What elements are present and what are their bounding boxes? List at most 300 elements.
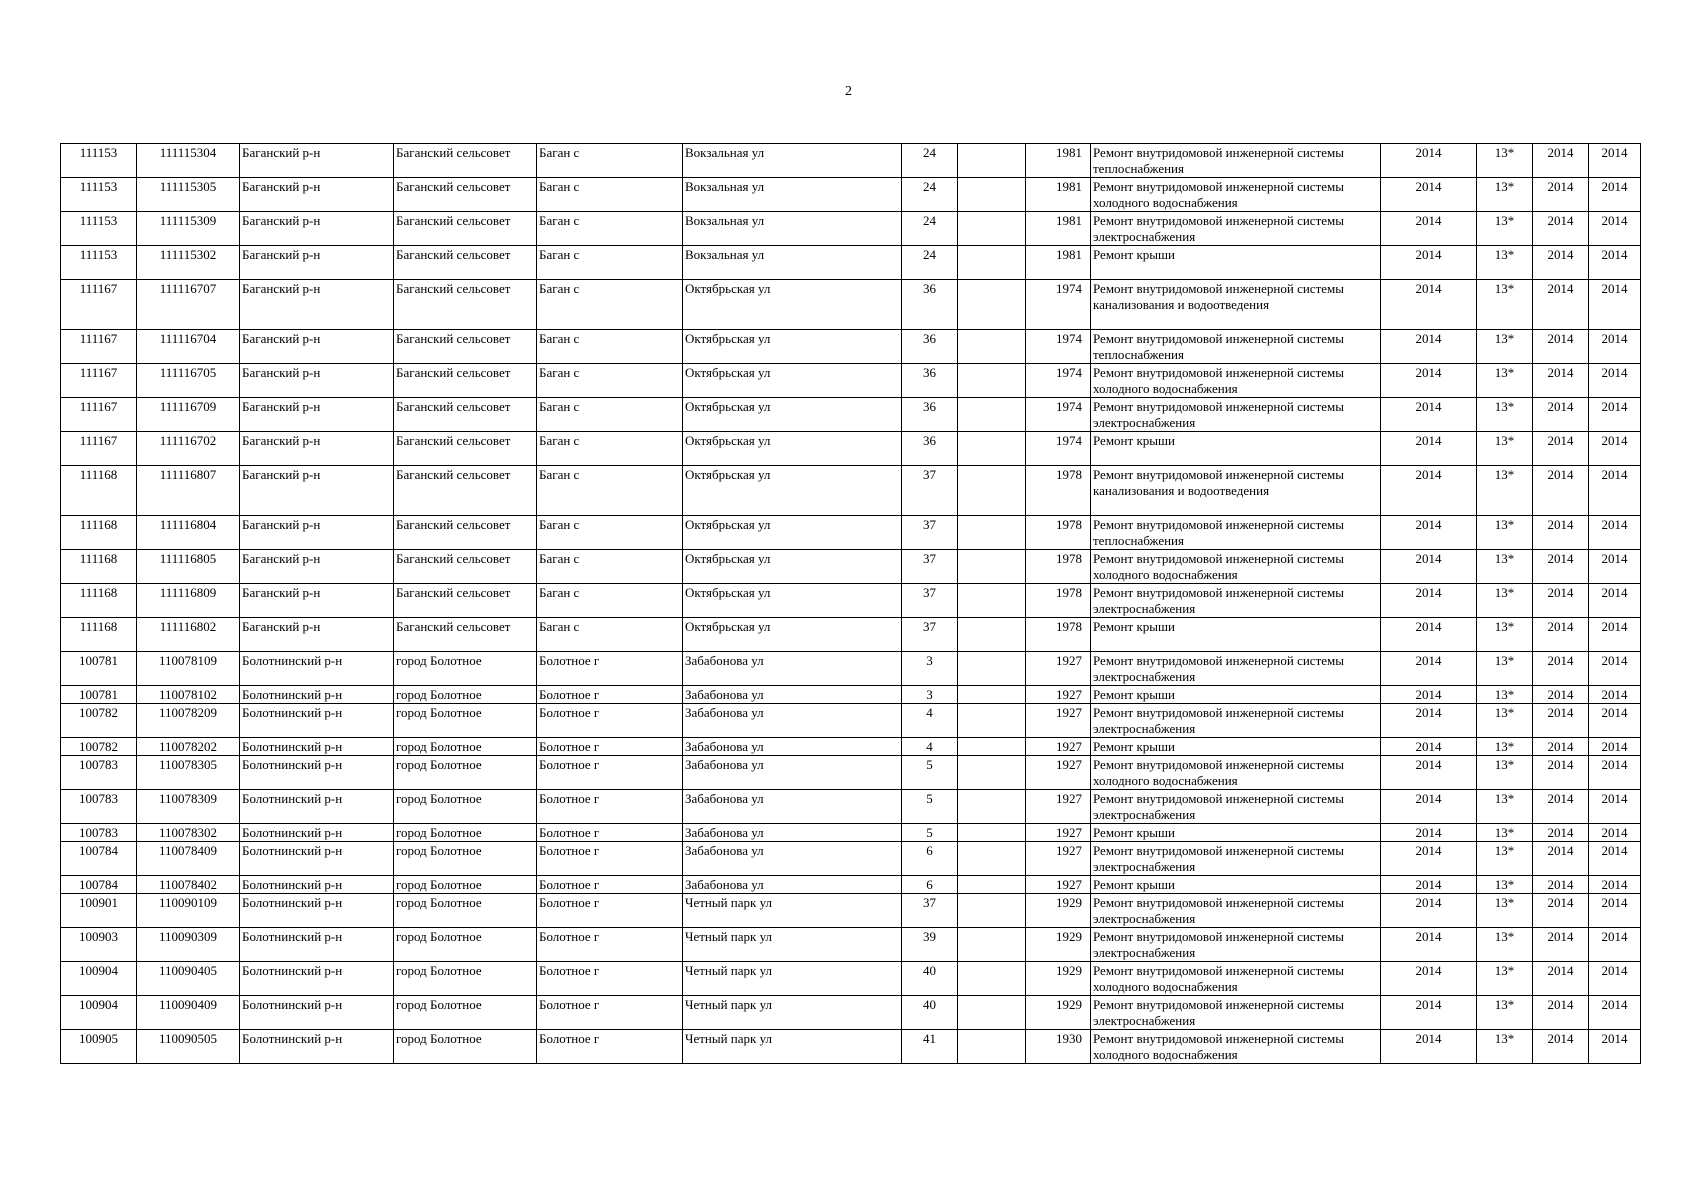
- work-type-cell: Ремонт внутридомовой инженерной системы электроснабжения: [1091, 894, 1381, 928]
- house-number-cell: 3: [902, 652, 958, 686]
- start-year-cell: 2014: [1533, 178, 1589, 212]
- start-year-cell: 2014: [1533, 516, 1589, 550]
- settlement-cell: Баган с: [537, 280, 683, 330]
- table-body: [61, 144, 1641, 1064]
- planned-year-cell: 2014: [1381, 756, 1477, 790]
- record-id-cell: 111116707: [137, 280, 240, 330]
- settlement-cell: Болотное г: [537, 790, 683, 824]
- built-year-cell: 1927: [1026, 824, 1091, 842]
- district-cell: Болотнинский р-н: [240, 996, 394, 1030]
- settlement-cell: Баган с: [537, 246, 683, 280]
- house-number-cell: 37: [902, 550, 958, 584]
- settlement-cell: Баган с: [537, 550, 683, 584]
- record-id-cell: 111116705: [137, 364, 240, 398]
- municipality-cell: город Болотное: [394, 756, 537, 790]
- start-year-cell: 2014: [1533, 280, 1589, 330]
- house-id-cell: 100904: [61, 996, 137, 1030]
- municipality-cell: Баганский сельсовет: [394, 280, 537, 330]
- code-cell: 13*: [1477, 996, 1533, 1030]
- municipality-cell: Баганский сельсовет: [394, 212, 537, 246]
- built-year-cell: 1981: [1026, 178, 1091, 212]
- district-cell: Болотнинский р-н: [240, 824, 394, 842]
- house-number-cell: 39: [902, 928, 958, 962]
- work-type-cell: Ремонт внутридомовой инженерной системы теплоснабжения: [1091, 144, 1381, 178]
- start-year-cell: 2014: [1533, 364, 1589, 398]
- planned-year-cell: 2014: [1381, 928, 1477, 962]
- municipality-cell: Баганский сельсовет: [394, 364, 537, 398]
- house-number-cell: 37: [902, 466, 958, 516]
- start-year-cell: 2014: [1533, 1030, 1589, 1064]
- house-number-cell: 36: [902, 398, 958, 432]
- district-cell: Баганский р-н: [240, 398, 394, 432]
- settlement-cell: Болотное г: [537, 842, 683, 876]
- settlement-cell: Болотное г: [537, 928, 683, 962]
- record-id-cell: 110078305: [137, 756, 240, 790]
- table-row: [61, 178, 1641, 212]
- record-id-cell: 111116709: [137, 398, 240, 432]
- built-year-cell: 1927: [1026, 686, 1091, 704]
- table-row: [61, 894, 1641, 928]
- built-year-cell: 1929: [1026, 962, 1091, 996]
- code-cell: 13*: [1477, 1030, 1533, 1064]
- municipality-cell: город Болотное: [394, 652, 537, 686]
- building-cell: [958, 618, 1026, 652]
- district-cell: Болотнинский р-н: [240, 842, 394, 876]
- start-year-cell: 2014: [1533, 212, 1589, 246]
- built-year-cell: 1978: [1026, 516, 1091, 550]
- start-year-cell: 2014: [1533, 876, 1589, 894]
- house-number-cell: 24: [902, 246, 958, 280]
- municipality-cell: город Болотное: [394, 894, 537, 928]
- planned-year-cell: 2014: [1381, 466, 1477, 516]
- table-row: [61, 876, 1641, 894]
- work-type-cell: Ремонт внутридомовой инженерной системы холодного водоснабжения: [1091, 756, 1381, 790]
- work-type-cell: Ремонт внутридомовой инженерной системы канализования и водоотведения: [1091, 466, 1381, 516]
- start-year-cell: 2014: [1533, 618, 1589, 652]
- record-id-cell: 110078209: [137, 704, 240, 738]
- end-year-cell: 2014: [1589, 178, 1641, 212]
- house-number-cell: 24: [902, 178, 958, 212]
- municipality-cell: город Болотное: [394, 962, 537, 996]
- table-row: [61, 398, 1641, 432]
- end-year-cell: 2014: [1589, 652, 1641, 686]
- district-cell: Баганский р-н: [240, 280, 394, 330]
- municipality-cell: город Болотное: [394, 686, 537, 704]
- record-id-cell: 110090409: [137, 996, 240, 1030]
- building-cell: [958, 996, 1026, 1030]
- street-cell: Забабонова ул: [683, 652, 902, 686]
- house-id-cell: 111167: [61, 398, 137, 432]
- municipality-cell: Баганский сельсовет: [394, 618, 537, 652]
- start-year-cell: 2014: [1533, 996, 1589, 1030]
- code-cell: 13*: [1477, 876, 1533, 894]
- code-cell: 13*: [1477, 928, 1533, 962]
- street-cell: Октябрьская ул: [683, 280, 902, 330]
- table-row: [61, 652, 1641, 686]
- house-id-cell: 100783: [61, 824, 137, 842]
- built-year-cell: 1974: [1026, 280, 1091, 330]
- work-type-cell: Ремонт крыши: [1091, 876, 1381, 894]
- street-cell: Забабонова ул: [683, 876, 902, 894]
- record-id-cell: 111116809: [137, 584, 240, 618]
- built-year-cell: 1927: [1026, 876, 1091, 894]
- table-row: [61, 330, 1641, 364]
- house-id-cell: 100784: [61, 842, 137, 876]
- code-cell: 13*: [1477, 280, 1533, 330]
- work-type-cell: Ремонт внутридомовой инженерной системы холодного водоснабжения: [1091, 550, 1381, 584]
- table-row: [61, 686, 1641, 704]
- house-id-cell: 100783: [61, 756, 137, 790]
- house-number-cell: 36: [902, 432, 958, 466]
- planned-year-cell: 2014: [1381, 550, 1477, 584]
- work-type-cell: Ремонт внутридомовой инженерной системы электроснабжения: [1091, 842, 1381, 876]
- street-cell: Октябрьская ул: [683, 364, 902, 398]
- code-cell: 13*: [1477, 550, 1533, 584]
- end-year-cell: 2014: [1589, 1030, 1641, 1064]
- municipality-cell: Баганский сельсовет: [394, 330, 537, 364]
- house-number-cell: 4: [902, 738, 958, 756]
- municipality-cell: Баганский сельсовет: [394, 144, 537, 178]
- record-id-cell: 111116807: [137, 466, 240, 516]
- municipality-cell: Баганский сельсовет: [394, 398, 537, 432]
- record-id-cell: 111115305: [137, 178, 240, 212]
- settlement-cell: Баган с: [537, 618, 683, 652]
- record-id-cell: 110078109: [137, 652, 240, 686]
- planned-year-cell: 2014: [1381, 516, 1477, 550]
- settlement-cell: Баган с: [537, 330, 683, 364]
- work-type-cell: Ремонт внутридомовой инженерной системы канализования и водоотведения: [1091, 280, 1381, 330]
- end-year-cell: 2014: [1589, 618, 1641, 652]
- municipality-cell: город Болотное: [394, 928, 537, 962]
- code-cell: 13*: [1477, 432, 1533, 466]
- district-cell: Болотнинский р-н: [240, 928, 394, 962]
- settlement-cell: Болотное г: [537, 704, 683, 738]
- street-cell: Вокзальная ул: [683, 212, 902, 246]
- building-cell: [958, 704, 1026, 738]
- district-cell: Болотнинский р-н: [240, 704, 394, 738]
- code-cell: 13*: [1477, 584, 1533, 618]
- district-cell: Баганский р-н: [240, 330, 394, 364]
- planned-year-cell: 2014: [1381, 618, 1477, 652]
- district-cell: Болотнинский р-н: [240, 1030, 394, 1064]
- planned-year-cell: 2014: [1381, 962, 1477, 996]
- built-year-cell: 1981: [1026, 212, 1091, 246]
- street-cell: Четный парк ул: [683, 928, 902, 962]
- settlement-cell: Болотное г: [537, 824, 683, 842]
- district-cell: Болотнинский р-н: [240, 738, 394, 756]
- house-id-cell: 111168: [61, 516, 137, 550]
- start-year-cell: 2014: [1533, 398, 1589, 432]
- house-id-cell: 100905: [61, 1030, 137, 1064]
- street-cell: Забабонова ул: [683, 790, 902, 824]
- municipality-cell: Баганский сельсовет: [394, 516, 537, 550]
- work-type-cell: Ремонт внутридомовой инженерной системы электроснабжения: [1091, 652, 1381, 686]
- house-id-cell: 100781: [61, 686, 137, 704]
- settlement-cell: Болотное г: [537, 962, 683, 996]
- settlement-cell: Болотное г: [537, 876, 683, 894]
- house-number-cell: 6: [902, 842, 958, 876]
- built-year-cell: 1974: [1026, 364, 1091, 398]
- work-type-cell: Ремонт внутридомовой инженерной системы электроснабжения: [1091, 704, 1381, 738]
- settlement-cell: Баган с: [537, 432, 683, 466]
- house-id-cell: 111153: [61, 178, 137, 212]
- work-type-cell: Ремонт внутридомовой инженерной системы электроснабжения: [1091, 398, 1381, 432]
- house-number-cell: 24: [902, 144, 958, 178]
- planned-year-cell: 2014: [1381, 876, 1477, 894]
- settlement-cell: Болотное г: [537, 686, 683, 704]
- table-row: [61, 790, 1641, 824]
- table-row: [61, 842, 1641, 876]
- district-cell: Болотнинский р-н: [240, 876, 394, 894]
- record-id-cell: 111116804: [137, 516, 240, 550]
- repair-registry-table: [60, 143, 1641, 1064]
- settlement-cell: Баган с: [537, 364, 683, 398]
- table-row: [61, 1030, 1641, 1064]
- municipality-cell: город Болотное: [394, 876, 537, 894]
- table-row: [61, 364, 1641, 398]
- code-cell: 13*: [1477, 824, 1533, 842]
- street-cell: Вокзальная ул: [683, 144, 902, 178]
- built-year-cell: 1974: [1026, 432, 1091, 466]
- end-year-cell: 2014: [1589, 246, 1641, 280]
- code-cell: 13*: [1477, 330, 1533, 364]
- code-cell: 13*: [1477, 704, 1533, 738]
- work-type-cell: Ремонт крыши: [1091, 246, 1381, 280]
- start-year-cell: 2014: [1533, 790, 1589, 824]
- planned-year-cell: 2014: [1381, 1030, 1477, 1064]
- record-id-cell: 111115304: [137, 144, 240, 178]
- work-type-cell: Ремонт крыши: [1091, 618, 1381, 652]
- house-id-cell: 100904: [61, 962, 137, 996]
- planned-year-cell: 2014: [1381, 280, 1477, 330]
- work-type-cell: Ремонт внутридомовой инженерной системы холодного водоснабжения: [1091, 1030, 1381, 1064]
- settlement-cell: Баган с: [537, 398, 683, 432]
- table-row: [61, 280, 1641, 330]
- end-year-cell: 2014: [1589, 876, 1641, 894]
- end-year-cell: 2014: [1589, 756, 1641, 790]
- municipality-cell: Баганский сельсовет: [394, 584, 537, 618]
- street-cell: Четный парк ул: [683, 1030, 902, 1064]
- house-number-cell: 36: [902, 364, 958, 398]
- building-cell: [958, 738, 1026, 756]
- house-id-cell: 100782: [61, 738, 137, 756]
- code-cell: 13*: [1477, 618, 1533, 652]
- work-type-cell: Ремонт крыши: [1091, 738, 1381, 756]
- start-year-cell: 2014: [1533, 584, 1589, 618]
- built-year-cell: 1978: [1026, 550, 1091, 584]
- table-row: [61, 212, 1641, 246]
- building-cell: [958, 466, 1026, 516]
- street-cell: Забабонова ул: [683, 686, 902, 704]
- street-cell: Забабонова ул: [683, 738, 902, 756]
- street-cell: Забабонова ул: [683, 704, 902, 738]
- end-year-cell: 2014: [1589, 212, 1641, 246]
- record-id-cell: 110090405: [137, 962, 240, 996]
- work-type-cell: Ремонт внутридомовой инженерной системы теплоснабжения: [1091, 516, 1381, 550]
- record-id-cell: 111115302: [137, 246, 240, 280]
- built-year-cell: 1974: [1026, 330, 1091, 364]
- house-id-cell: 111168: [61, 584, 137, 618]
- district-cell: Болотнинский р-н: [240, 652, 394, 686]
- planned-year-cell: 2014: [1381, 790, 1477, 824]
- code-cell: 13*: [1477, 842, 1533, 876]
- planned-year-cell: 2014: [1381, 178, 1477, 212]
- code-cell: 13*: [1477, 738, 1533, 756]
- building-cell: [958, 1030, 1026, 1064]
- start-year-cell: 2014: [1533, 738, 1589, 756]
- end-year-cell: 2014: [1589, 996, 1641, 1030]
- building-cell: [958, 894, 1026, 928]
- street-cell: Октябрьская ул: [683, 432, 902, 466]
- end-year-cell: 2014: [1589, 516, 1641, 550]
- house-number-cell: 36: [902, 280, 958, 330]
- house-number-cell: 5: [902, 756, 958, 790]
- end-year-cell: 2014: [1589, 398, 1641, 432]
- district-cell: Баганский р-н: [240, 550, 394, 584]
- record-id-cell: 111116704: [137, 330, 240, 364]
- record-id-cell: 111115309: [137, 212, 240, 246]
- planned-year-cell: 2014: [1381, 144, 1477, 178]
- table-row: [61, 144, 1641, 178]
- planned-year-cell: 2014: [1381, 432, 1477, 466]
- end-year-cell: 2014: [1589, 432, 1641, 466]
- planned-year-cell: 2014: [1381, 246, 1477, 280]
- house-id-cell: 111167: [61, 432, 137, 466]
- work-type-cell: Ремонт внутридомовой инженерной системы электроснабжения: [1091, 790, 1381, 824]
- record-id-cell: 110090109: [137, 894, 240, 928]
- code-cell: 13*: [1477, 652, 1533, 686]
- built-year-cell: 1978: [1026, 584, 1091, 618]
- settlement-cell: Болотное г: [537, 652, 683, 686]
- district-cell: Баганский р-н: [240, 618, 394, 652]
- code-cell: 13*: [1477, 144, 1533, 178]
- district-cell: Болотнинский р-н: [240, 894, 394, 928]
- street-cell: Четный парк ул: [683, 996, 902, 1030]
- building-cell: [958, 178, 1026, 212]
- start-year-cell: 2014: [1533, 246, 1589, 280]
- built-year-cell: 1927: [1026, 704, 1091, 738]
- end-year-cell: 2014: [1589, 280, 1641, 330]
- settlement-cell: Болотное г: [537, 738, 683, 756]
- planned-year-cell: 2014: [1381, 212, 1477, 246]
- house-id-cell: 100783: [61, 790, 137, 824]
- end-year-cell: 2014: [1589, 330, 1641, 364]
- start-year-cell: 2014: [1533, 842, 1589, 876]
- house-id-cell: 111167: [61, 364, 137, 398]
- house-id-cell: 100781: [61, 652, 137, 686]
- record-id-cell: 111116802: [137, 618, 240, 652]
- planned-year-cell: 2014: [1381, 996, 1477, 1030]
- start-year-cell: 2014: [1533, 894, 1589, 928]
- planned-year-cell: 2014: [1381, 584, 1477, 618]
- built-year-cell: 1981: [1026, 144, 1091, 178]
- district-cell: Баганский р-н: [240, 178, 394, 212]
- record-id-cell: 110090309: [137, 928, 240, 962]
- municipality-cell: Баганский сельсовет: [394, 178, 537, 212]
- house-id-cell: 111153: [61, 212, 137, 246]
- district-cell: Баганский р-н: [240, 584, 394, 618]
- built-year-cell: 1930: [1026, 1030, 1091, 1064]
- start-year-cell: 2014: [1533, 652, 1589, 686]
- building-cell: [958, 432, 1026, 466]
- work-type-cell: Ремонт крыши: [1091, 432, 1381, 466]
- house-id-cell: 111153: [61, 246, 137, 280]
- start-year-cell: 2014: [1533, 962, 1589, 996]
- house-number-cell: 37: [902, 618, 958, 652]
- municipality-cell: Баганский сельсовет: [394, 432, 537, 466]
- code-cell: 13*: [1477, 246, 1533, 280]
- code-cell: 13*: [1477, 962, 1533, 996]
- code-cell: 13*: [1477, 790, 1533, 824]
- work-type-cell: Ремонт внутридомовой инженерной системы холодного водоснабжения: [1091, 364, 1381, 398]
- district-cell: Баганский р-н: [240, 516, 394, 550]
- settlement-cell: Баган с: [537, 212, 683, 246]
- house-number-cell: 40: [902, 962, 958, 996]
- district-cell: Баганский р-н: [240, 432, 394, 466]
- code-cell: 13*: [1477, 686, 1533, 704]
- end-year-cell: 2014: [1589, 144, 1641, 178]
- municipality-cell: город Болотное: [394, 704, 537, 738]
- end-year-cell: 2014: [1589, 550, 1641, 584]
- table-row: [61, 824, 1641, 842]
- end-year-cell: 2014: [1589, 704, 1641, 738]
- house-id-cell: 111167: [61, 280, 137, 330]
- street-cell: Вокзальная ул: [683, 246, 902, 280]
- end-year-cell: 2014: [1589, 466, 1641, 516]
- end-year-cell: 2014: [1589, 584, 1641, 618]
- district-cell: Баганский р-н: [240, 364, 394, 398]
- municipality-cell: город Болотное: [394, 996, 537, 1030]
- building-cell: [958, 212, 1026, 246]
- settlement-cell: Болотное г: [537, 894, 683, 928]
- street-cell: Забабонова ул: [683, 842, 902, 876]
- built-year-cell: 1978: [1026, 466, 1091, 516]
- table-row: [61, 962, 1641, 996]
- code-cell: 13*: [1477, 756, 1533, 790]
- planned-year-cell: 2014: [1381, 652, 1477, 686]
- building-cell: [958, 584, 1026, 618]
- building-cell: [958, 246, 1026, 280]
- building-cell: [958, 652, 1026, 686]
- building-cell: [958, 824, 1026, 842]
- house-id-cell: 111168: [61, 618, 137, 652]
- built-year-cell: 1929: [1026, 894, 1091, 928]
- municipality-cell: Баганский сельсовет: [394, 550, 537, 584]
- building-cell: [958, 144, 1026, 178]
- start-year-cell: 2014: [1533, 144, 1589, 178]
- building-cell: [958, 790, 1026, 824]
- house-number-cell: 6: [902, 876, 958, 894]
- built-year-cell: 1927: [1026, 842, 1091, 876]
- start-year-cell: 2014: [1533, 550, 1589, 584]
- house-number-cell: 5: [902, 824, 958, 842]
- house-id-cell: 111168: [61, 550, 137, 584]
- code-cell: 13*: [1477, 212, 1533, 246]
- building-cell: [958, 928, 1026, 962]
- built-year-cell: 1927: [1026, 738, 1091, 756]
- record-id-cell: 110078402: [137, 876, 240, 894]
- house-id-cell: 100782: [61, 704, 137, 738]
- table-row: [61, 516, 1641, 550]
- start-year-cell: 2014: [1533, 928, 1589, 962]
- end-year-cell: 2014: [1589, 962, 1641, 996]
- street-cell: Октябрьская ул: [683, 330, 902, 364]
- work-type-cell: Ремонт крыши: [1091, 824, 1381, 842]
- end-year-cell: 2014: [1589, 686, 1641, 704]
- table-row: [61, 756, 1641, 790]
- building-cell: [958, 842, 1026, 876]
- start-year-cell: 2014: [1533, 432, 1589, 466]
